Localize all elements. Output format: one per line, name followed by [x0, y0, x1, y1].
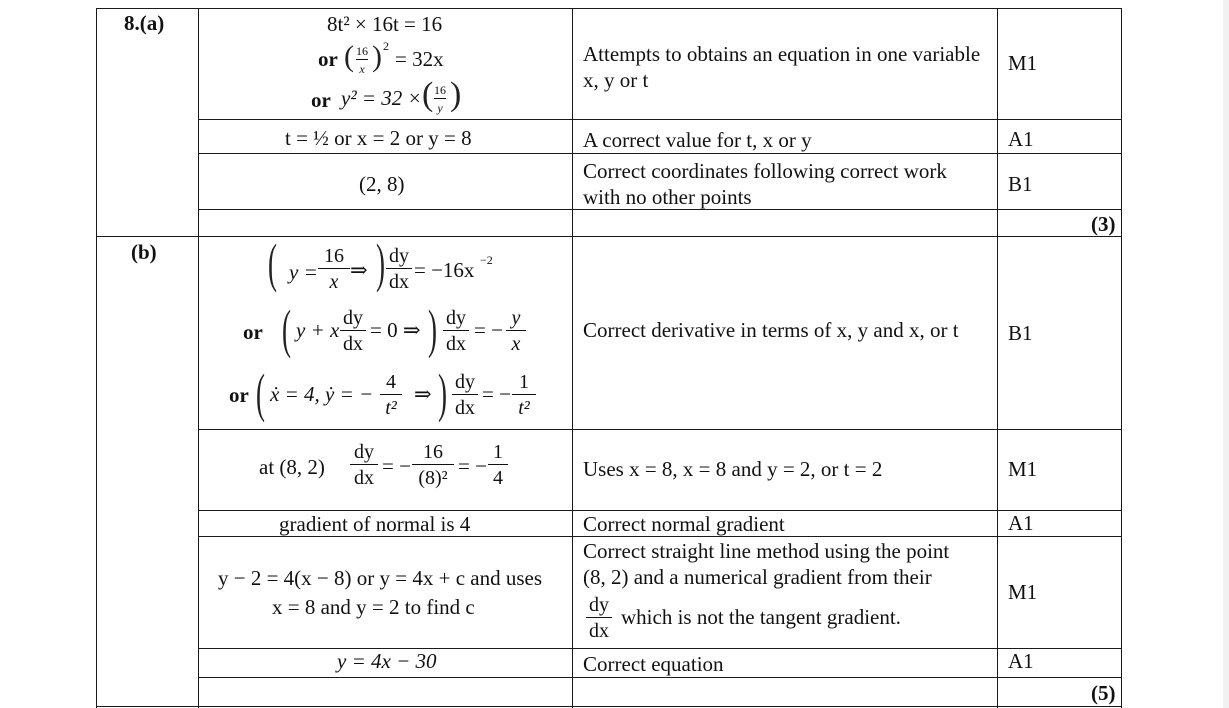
or-label: or [318, 47, 338, 71]
note-text: with no other points [583, 185, 752, 209]
left-paren: ( [344, 40, 354, 73]
mark-code: M1 [1008, 51, 1038, 75]
note-text: Uses x = 8, x = 8 and y = 2, or t = 2 [583, 457, 883, 481]
math-eq-8t2: 8t² × 16t = 16 [327, 12, 443, 36]
implies-symbol: ⇒ [350, 258, 368, 282]
row-divider [198, 677, 1122, 678]
scrollbar-track[interactable] [1223, 0, 1229, 708]
part-total: (3) [1091, 212, 1116, 236]
section-divider [96, 236, 1122, 237]
math-result: = − [482, 382, 511, 406]
right-paren: ) [428, 299, 437, 359]
row-divider [198, 209, 1122, 210]
right-paren: ) [376, 233, 385, 293]
frac-4-over-t2: $\frac{4}{\text{t²}}$ [380, 372, 402, 418]
exponent: −2 [480, 253, 493, 267]
part-total: (5) [1091, 681, 1116, 705]
table-bottom-border [96, 706, 1122, 707]
note-text: which is not the tangent gradient. [621, 605, 901, 629]
mark-code: B1 [1008, 172, 1033, 196]
math-result: = − [474, 318, 503, 342]
mark-code: B1 [1008, 321, 1033, 345]
math-y-equals: y = [289, 260, 318, 284]
math-at-point: at (8, 2) [259, 455, 325, 479]
mark-code: A1 [1008, 127, 1034, 151]
implies-symbol: ⇒ [414, 382, 432, 406]
coordinates: (2, 8) [359, 172, 405, 196]
note-text: Correct straight line method using the point [583, 539, 950, 563]
frac-y-over-x: $\frac{y}{x}$ [506, 308, 526, 354]
or-label: or [243, 320, 263, 344]
note-text: Correct equation [583, 652, 724, 676]
math-line-method: x = 8 and y = 2 to find c [272, 595, 475, 619]
table-top-border [96, 8, 1122, 9]
note-text: Correct normal gradient [583, 512, 785, 536]
note-text: Correct coordinates following correct work [583, 159, 947, 183]
col-divider-3 [997, 8, 998, 708]
or-label: or [229, 383, 249, 407]
left-paren: ( [282, 299, 291, 359]
left-paren: ( [256, 363, 265, 423]
note-text: (8, 2) and a numerical gradient from their [583, 565, 932, 589]
frac-dy-dx: $\frac{dy}{dx}$ [452, 372, 478, 418]
math-result: = −16x [414, 258, 475, 282]
mark-code: M1 [1008, 580, 1038, 604]
row-divider [198, 153, 1122, 154]
note-text: Attempts to obtains an equation in one variable x, y or t [583, 42, 981, 92]
row-divider [198, 536, 1122, 537]
row-divider [198, 510, 1122, 511]
math-equals: = − [382, 454, 411, 478]
question-label: 8.(a) [124, 11, 165, 35]
math-equals-zero: = 0 ⇒ [370, 318, 421, 342]
mark-code: A1 [1008, 649, 1034, 673]
col-left-border [96, 8, 97, 708]
right-paren: ) [438, 363, 447, 423]
right-paren: ) [450, 76, 462, 113]
math-parametric: ẋ = 4, ẏ = − [270, 382, 374, 406]
part-label: (b) [131, 240, 157, 264]
row-divider [198, 429, 1122, 430]
exponent-2: 2 [383, 39, 389, 53]
mark-code: M1 [1008, 457, 1038, 481]
math-line-method: y − 2 = 4(x − 8) or y = 4x + c and uses [218, 566, 543, 590]
note-text: A correct value for t, x or y [583, 128, 812, 152]
frac-16-over-8sq: $\frac{16}{\text{(8)²}}$ [412, 442, 454, 488]
frac-16-over-x: $\frac{16}{x}$ [356, 44, 368, 76]
math-equals: = − [458, 454, 487, 478]
frac-dy-dx: $\frac{dy}{dx}$ [386, 246, 412, 292]
col-divider-2 [572, 8, 573, 708]
or-label: or [311, 88, 331, 112]
mark-code: A1 [1008, 511, 1034, 535]
frac-dy-dx: $\frac{dy}{dx}$ [586, 595, 612, 641]
math-normal-gradient: gradient of normal is 4 [279, 512, 471, 536]
frac-1-over-4: $\frac{1}{4}$ [488, 442, 508, 488]
frac-dy-dx: $\frac{dy}{dx}$ [443, 308, 469, 354]
frac-dy-dx: $\frac{dy}{dx}$ [350, 442, 378, 488]
col-right-border [1121, 8, 1122, 708]
math-final-equation: y = 4x − 30 [337, 649, 437, 673]
left-paren: ( [268, 233, 277, 293]
frac-1-over-t2: $\frac{1}{\text{t²}}$ [512, 372, 536, 418]
right-paren: ) [372, 40, 382, 73]
left-paren: ( [422, 76, 434, 113]
math-implicit: y + x [296, 318, 340, 342]
frac-16-over-x: $\frac{16}{x}$ [318, 246, 350, 292]
note-text: Correct derivative in terms of x, y and x, or t [583, 318, 959, 342]
row-divider [198, 119, 1122, 120]
frac-16-over-y: $\frac{16}{y}$ [434, 83, 446, 115]
math-eq-32x: = 32x [395, 47, 444, 71]
math-solution-values: t = ½ or x = 2 or y = 8 [285, 126, 472, 150]
frac-dy-dx: $\frac{dy}{dx}$ [340, 308, 366, 354]
math-eq-y2: y² = 32 × [341, 86, 422, 110]
col-divider-1 [198, 8, 199, 708]
